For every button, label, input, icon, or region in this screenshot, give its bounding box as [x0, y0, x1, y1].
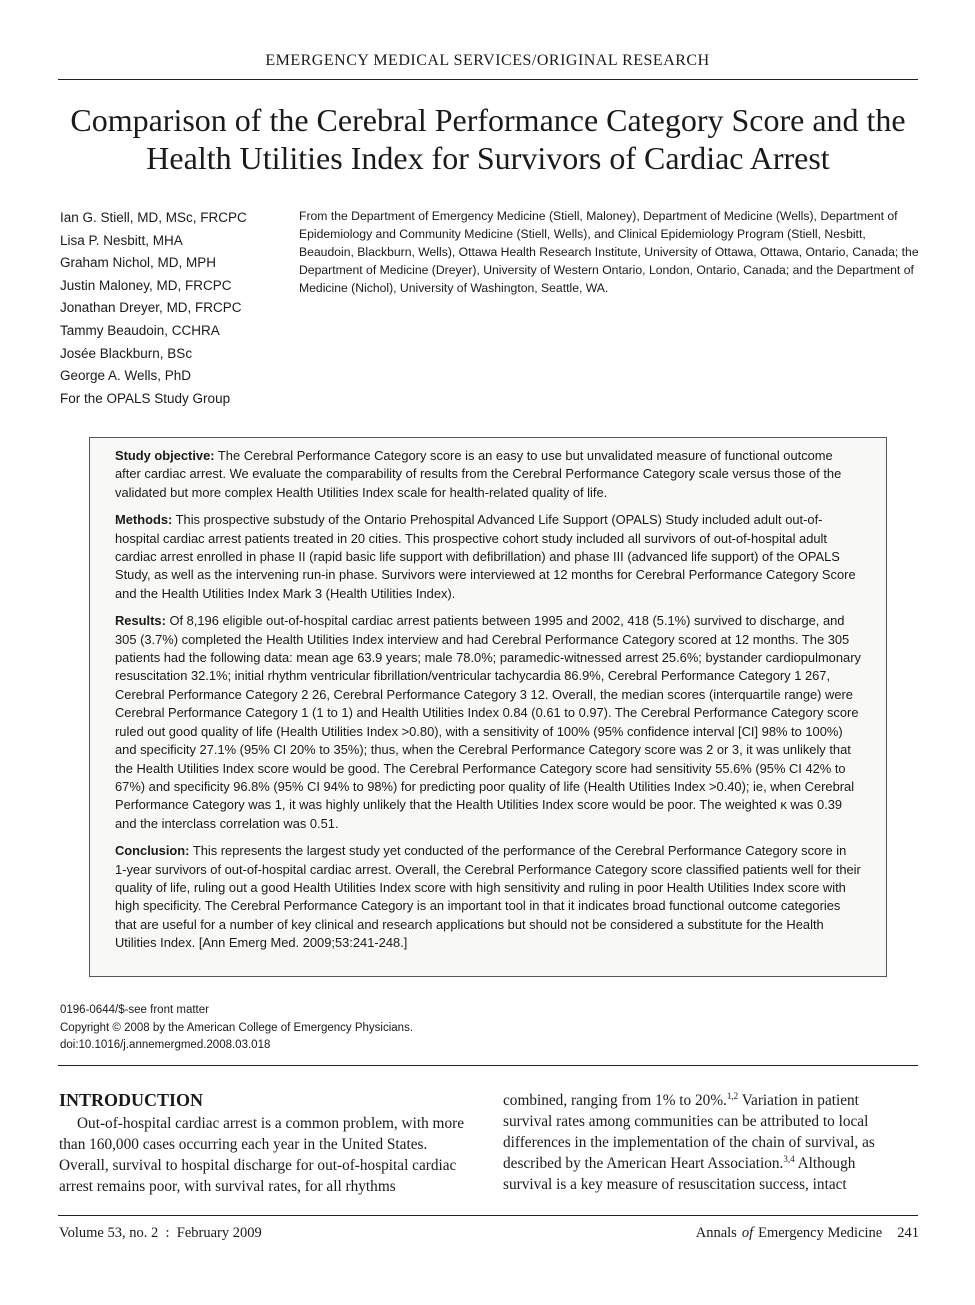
affiliations: From the Department of Emergency Medicine (Stiell, Maloney), Department of Medicine (Wells), Department of Epidemiology and Community Medicine (Stiell, Wells), and Clinical Epidemiology Program (Stiell, Nesbitt, Beaudoin, Blackburn, Wells), Ottawa Health Research Institute, University of Ottawa, Ottawa, Ontario, Canada; the Department of Medicine (Dreyer), University of Western Ontario, London, Ontario, Canada; and the Department of Medicine (Nichol), University of Washington, Seattle, WA.: [299, 209, 919, 295]
conclusion-text: This represents the largest study yet conducted of the performance of the Cerebral Performance Category score in 1-year survivors of out-of-hospital cardiac arrest. Overall, the Cerebral Performance Category score classified patients well for their quality of life, ruling out a good Health Utilities Index score with high sensitivity and ruling in poor Health Utilities Index score with high specificity. The Cerebral Performance Category is an important tool in that it indicates broad functional outcome categories that are useful for a number of key clinical and research applications but should not be considered a substitute for the Health Utilities Index. [Ann Emerg Med. 2009;53:241-248.]: [115, 843, 861, 951]
objective-text: The Cerebral Performance Category score is an easy to use but unvalidated measure of functional outcome after cardiac arrest. We evaluate the comparability of results from the Cerebral Performance Category scale versus those of the validated but more complex Health Utilities Index scale for health-related quality of life.: [115, 448, 842, 500]
section-label: EMERGENCY MEDICAL SERVICES/ORIGINAL RESEARCH: [265, 52, 710, 69]
copyright-line: Copyright © 2008 by the American College of Emergency Physicians.: [60, 1021, 414, 1034]
conclusion-label: Conclusion:: [115, 843, 190, 859]
journal-name-of: of: [741, 1225, 754, 1241]
objective-label: Study objective:: [115, 448, 215, 463]
results-text: Of 8,196 eligible out-of-hospital cardiac arrest patients between 1995 and 2002, 418 (5.1%) survived to discharge, and 305 (3.7%) completed the Health Utilities Index interview and had Cerebral Performance Category scored at 12 months. The 305 patients had the following data: mean age 63.9 years; male 78.0%; paramedic-witnessed arrest 25.6%; bystander cardiopulmonary resuscitation 32.1%; initial rhythm ventricular fibrillation/ventricular tachycardia 86.9%, Cerebral Performance Category 1 267, Cerebral Performance Category 2 26, Cerebral Performance Category 3 12. Overall, the median scores (interquartile range) were Cerebral Performance Category 1 (1 to 1) and Health Utilities Index 0.84 (0.61 to 0.97). The Cerebral Performance Category score ruled out good quality of life (Health Utilities Index >0.80), with a sensitivity of 100% (95% confidence interval [CI] 98% to 100%) and specificity 27.1% (95% CI 20% to 35%); thus, when the Cerebral Performance Category score was 2 or 3, it was unlikely that the Health Utilities Index score would be good. The Cerebral Performance Category score had sensitivity 55.6% (95% CI 42% to 67%) and specificity 96.8% (95% CI 94% to 98%) for predicting poor quality of life (Health Utilities Index >0.40); ie, when Cerebral Performance Category was 1, it was highly unlikely that the Health Utilities Index score would be poor. The weighted κ was 0.39 and the interclass correlation was 0.51.: [115, 613, 861, 831]
author: Jonathan Dreyer, MD, FRCPC: [60, 300, 242, 316]
abstract-box: [89, 437, 887, 977]
author: Graham Nichol, MD, MPH: [60, 255, 217, 271]
body-rule: [58, 1065, 918, 1066]
reference-link[interactable]: 3,4: [783, 1154, 795, 1164]
abstract-objective: [115, 447, 861, 502]
issn-line: 0196-0644/$-see front matter: [60, 1004, 209, 1016]
title-line-1: Comparison of the Cerebral Performance Category Score and the: [70, 102, 906, 138]
intro-paragraph: Out-of-hospital cardiac arrest is a common problem, with more than 160,000 cases occurring each year in the United States. Overall, survival to hospital discharge for out-of-hospital cardiac arrest remains poor, with survival rates, for all rhythms: [59, 1115, 464, 1195]
intro-text: Variation in patient survival rates among communities can be attributed to local differences in the implementation of the chain of survival, as described by the American Heart Association.: [503, 1092, 875, 1172]
study-group: For the OPALS Study Group: [60, 390, 231, 406]
doi-link[interactable]: doi:10.1016/j.annemergmed.2008.03.018: [60, 1039, 271, 1051]
journal-name-prefix: Annals: [695, 1225, 737, 1241]
abstract-conclusion: [115, 842, 861, 952]
issue-info: Volume 53, no. 2 : February 2009: [59, 1225, 262, 1241]
author: Tammy Beaudoin, CCHRA: [60, 322, 220, 338]
intro-continuation: [503, 1090, 895, 1195]
title-line-2: Health Utilities Index for Survivors of Cardiac Arrest: [146, 140, 830, 176]
author: George A. Wells, PhD: [60, 368, 192, 384]
author-list: [60, 207, 290, 410]
header-rule: [58, 79, 918, 80]
author: Justin Maloney, MD, FRCPC: [60, 277, 232, 293]
section-heading: INTRODUCTION: [59, 1090, 204, 1110]
methods-text: This prospective substudy of the Ontario Prehospital Advanced Life Support (OPALS) Study included adult out-of-hospital cardiac arrest patients treated in 20 cities. This prospective cohort study included all survivors of out-of-hospital adult cardiac arrest enrolled in phase II (rapid basic life support with defibrillation) and phase III (advanced life support) of the OPALS Study, as well as the intervening run-in phase. Survivors were interviewed at 12 months for Cerebral Performance Category Score and the Health Utilities Index Mark 3 (Health Utilities Index).: [115, 512, 856, 601]
body-column-left: [59, 1088, 471, 1197]
reference-link[interactable]: 1,2: [726, 1091, 739, 1101]
intro-text: Although survival is a key measure of resuscitation success, intact: [503, 1155, 856, 1193]
page-footer: [59, 1225, 919, 1242]
methods-label: Methods:: [115, 512, 173, 528]
page-number: 241: [897, 1225, 919, 1241]
footer-rule: [58, 1215, 918, 1216]
author: Ian G. Stiell, MD, MSc, FRCPC: [60, 210, 247, 225]
intro-text: combined, ranging from 1% to 20%.: [503, 1092, 727, 1109]
results-label: Results:: [115, 613, 166, 629]
front-matter: [60, 1002, 560, 1055]
journal-info: [696, 1225, 919, 1242]
abstract-results: [115, 612, 861, 833]
journal-name-suffix: Emergency Medicine: [758, 1225, 883, 1241]
author: Josée Blackburn, BSc: [60, 345, 193, 361]
author: Lisa P. Nesbitt, MHA: [60, 232, 183, 248]
body-column-right: [503, 1090, 895, 1195]
abstract-methods: [115, 511, 861, 603]
article-title: [40, 101, 936, 177]
